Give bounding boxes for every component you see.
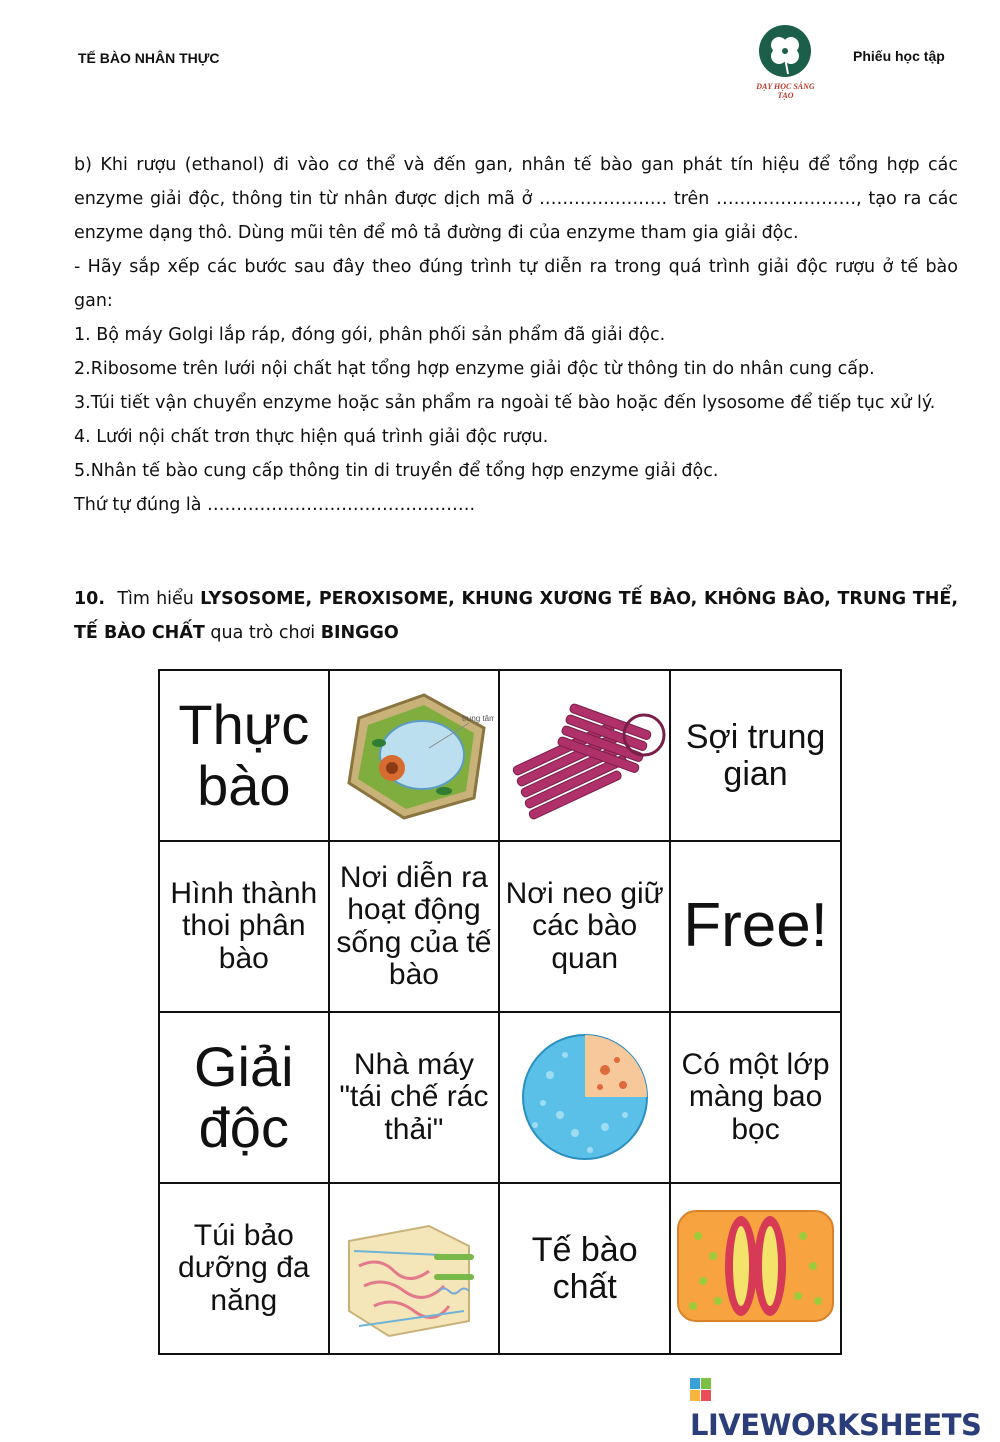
step-item: 2.Ribosome trên lưới nội chất hạt tổng hợp enzyme giải độc từ thông tin do nhân cung cấp. — [74, 359, 875, 379]
question-topics: LYSOSOME, PEROXISOME, KHUNG XƯƠNG TẾ BÀO, KHÔNG BÀO, TRUNG THỂ, TẾ BÀO CHẤT — [74, 589, 958, 643]
bingo-cell-text: Sợi trung gian — [685, 717, 826, 793]
bingo-cell[interactable] — [499, 670, 670, 841]
bingo-cell-text: Hình thành thoi phân bào — [170, 876, 318, 975]
question-number: 10. — [74, 589, 106, 609]
cytoskeleton-icon — [334, 1186, 494, 1346]
plant-cell-icon — [334, 673, 494, 833]
bingo-cell-text: Nhà máy "tái chế rác thải" — [339, 1047, 489, 1146]
document-title: TẾ BÀO NHÂN THỰC — [78, 50, 220, 66]
bingo-cell[interactable] — [159, 1183, 329, 1354]
step-item: 4. Lưới nội chất trơn thực hiện quá trình giải độc rượu. — [74, 427, 549, 447]
centriole-icon — [502, 673, 667, 833]
step-item: 3.Túi tiết vận chuyển enzyme hoặc sản phẩm ra ngoài tế bào hoặc đến lysosome để tiếp tục xử lý. — [74, 393, 936, 413]
bingo-cell[interactable] — [329, 670, 500, 841]
brand-text: LIVEWORKSHEETS — [690, 1408, 982, 1442]
step-item: 5.Nhân tế bào cung cấp thông tin di truyền để tổng hợp enzyme giải độc. — [74, 461, 719, 481]
bingo-cell[interactable] — [159, 670, 329, 841]
section-b — [74, 148, 958, 522]
bingo-cell[interactable] — [329, 1183, 500, 1354]
bingo-cell-text: Nơi diễn ra hoạt động sống của tế bào — [336, 860, 492, 991]
bingo-cell[interactable] — [499, 1183, 670, 1354]
peroxisome-icon — [673, 1186, 838, 1346]
bingo-cell-text: Giải độc — [194, 1035, 294, 1159]
question-game: BINGGO — [320, 623, 399, 643]
lysosome-icon — [505, 1015, 665, 1175]
bingo-cell[interactable] — [670, 670, 841, 841]
bingo-cell[interactable] — [329, 1012, 500, 1183]
bingo-cell[interactable] — [670, 1012, 841, 1183]
bingo-cell[interactable] — [329, 841, 500, 1012]
liveworksheets-brand — [690, 1374, 1000, 1442]
logo-text: DẠY HỌC SÁNG TẠO — [756, 82, 815, 100]
step-item: 1. Bộ máy Golgi lắp ráp, đóng gói, phân phối sản phẩm đã giải độc. — [74, 325, 666, 345]
cell-diagram-label: trung tâm — [461, 714, 494, 724]
bingo-cell[interactable] — [159, 1012, 329, 1183]
question-via: qua trò chơi — [210, 623, 316, 643]
bingo-cell-text: Tế bào chất — [531, 1230, 638, 1306]
answer-line: Thứ tự đúng là ………………………………………. — [74, 495, 476, 515]
section-b-paragraph: b) Khi rượu (ethanol) đi vào cơ thể và đến gan, nhân tế bào gan phát tín hiệu để tổng hợp các enzyme giải độc, thông tin từ nhân được dịch mã ở …………………. trên ……………………, tạo ra các enzyme dạng thô. Dùng mũi tên để mô tả đường đi của enzyme tham gia giải độc. — [74, 155, 958, 243]
bingo-cell[interactable] — [499, 841, 670, 1012]
bingo-cell[interactable] — [159, 841, 329, 1012]
bingo-cell-text: Nơi neo giữ các bào quan — [505, 876, 664, 975]
section-b-instruction: - Hãy sắp xếp các bước sau đây theo đúng trình tự diễn ra trong quá trình giải độc rượu ở tế bào gan: — [74, 257, 958, 311]
worksheet-label: Phiếu học tập — [853, 48, 945, 64]
question-10 — [74, 582, 958, 650]
logo — [748, 24, 823, 98]
bingo-cell-text: Túi bảo dưỡng đa năng — [178, 1218, 310, 1317]
bingo-cell-text: Có một lớp màng bao bọc — [681, 1047, 830, 1146]
bingo-cell-text: Thực bào — [178, 693, 310, 817]
clover-logo-icon — [748, 24, 823, 82]
bingo-cell[interactable] — [670, 841, 841, 1012]
question-intro: Tìm hiểu — [117, 589, 194, 609]
bingo-board — [158, 669, 842, 1355]
bingo-cell-text: Free! — [683, 891, 828, 961]
bingo-cell[interactable] — [499, 1012, 670, 1183]
bingo-cell[interactable] — [670, 1183, 841, 1354]
